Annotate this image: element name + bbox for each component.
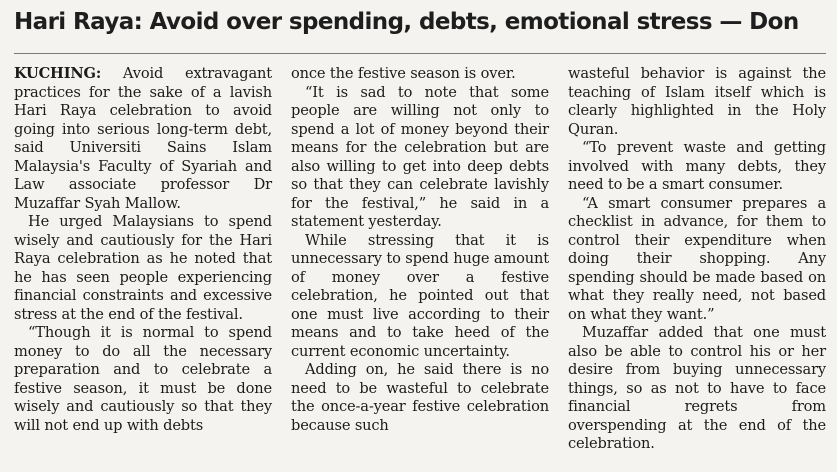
- headline: Hari Raya: Avoid over spending, debts, emotional stress — Don: [14, 9, 799, 35]
- article-column-1: [14, 65, 272, 435]
- paragraph: Muzaffar added that one must also be able to control his or her desire from buying unnecessary things, so as not to have to face financial regrets from overspending at the end of the celebration.: [568, 324, 826, 452]
- paragraph: While stressing that it is unnecessary to spend huge amount of money over a festive celebration, he pointed out that one must live according to their means and to take heed of the current economic uncertainty.: [291, 231, 549, 360]
- article-column-2: [291, 65, 549, 435]
- paragraph: Adding on, he said there is no need to be wasteful to celebrate the once-a-year festive celebration because such: [291, 361, 549, 434]
- paragraph: [14, 65, 272, 213]
- paragraph: “To prevent waste and getting involved with many debts, they need to be a smart consumer.: [568, 139, 826, 193]
- paragraph: “It is sad to note that some people are willing not only to spend a lot of money beyond their means for the celebration but are also willing to get into deep debts so that they can celebrate lavishly for the festival,” he said in a statement yesterday.: [291, 83, 549, 230]
- headline-rule: [14, 53, 826, 54]
- paragraph-text: Avoid extravagant practices for the sake of a lavish Hari Raya celebration to avoid going into serious long-term debt, said Universiti Sains Islam Malaysia's Faculty of Syariah and Law associate professor Dr Muzaffar Syah Mallow.: [14, 65, 272, 212]
- paragraph: “Though it is normal to spend money to do all the necessary preparation and to celebrate a festive season, it must be done wisely and cautiously so that they will not end up with debts: [14, 324, 272, 434]
- paragraph: “A smart consumer prepares a checklist in advance, for them to control their expenditure when doing their shopping. Any spending should be made based on what they really need, not based on what they want.”: [568, 194, 826, 323]
- paragraph: wasteful behavior is against the teaching of Islam itself which is clearly highlighted in the Holy Quran.: [568, 65, 826, 138]
- paragraph: He urged Malaysians to spend wisely and cautiously for the Hari Raya celebration as he noted that he has seen people experiencing financial constraints and excessive stress at the end of the festival.: [14, 213, 272, 323]
- dateline: KUCHING:: [14, 65, 102, 82]
- paragraph: once the festive season is over.: [291, 65, 516, 82]
- article-column-3: [568, 65, 826, 454]
